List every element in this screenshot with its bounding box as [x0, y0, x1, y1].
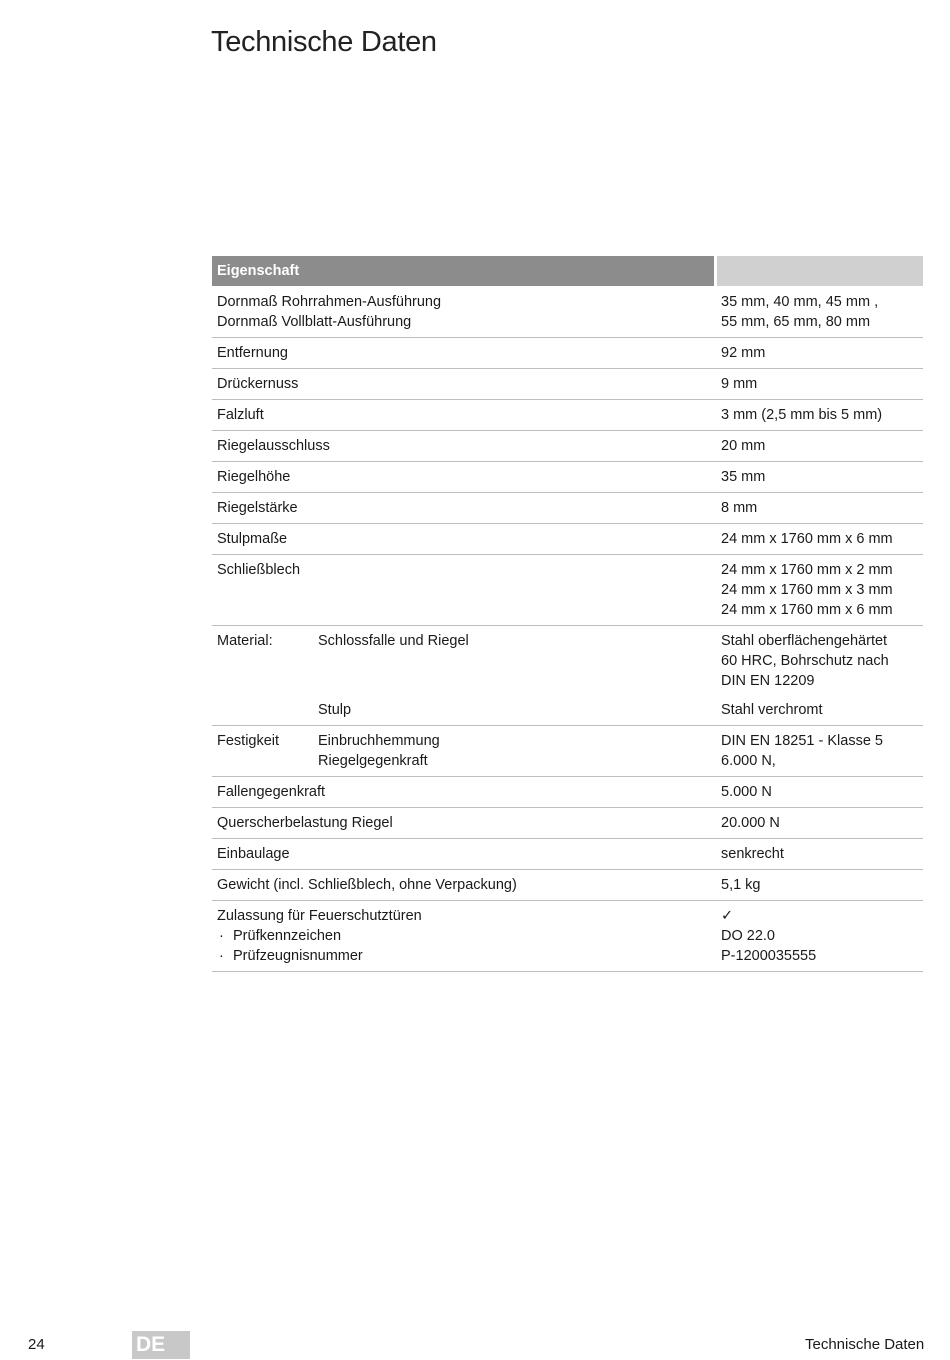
row-value: 24 mm x 1760 mm x 2 mm [721, 562, 893, 578]
checkmark-icon: ✓ [721, 908, 734, 924]
table-row [212, 374, 923, 400]
row-value: DO 22.0 [721, 928, 775, 944]
row-label: Dornmaß Vollblatt-Ausführung [217, 314, 412, 330]
table-row-strength [212, 731, 923, 777]
row-sublabel: Einbruchhemmung [318, 733, 440, 749]
row-label: Fallengegenkraft [217, 784, 326, 800]
spec-table [212, 256, 923, 972]
header-value [717, 256, 923, 286]
table-row [212, 529, 923, 555]
row-label: Riegelhöhe [217, 469, 291, 485]
row-sublabel: Riegelgegenkraft [318, 753, 428, 769]
row-label: Einbaulage [217, 846, 290, 862]
row-value: DIN EN 18251 - Klasse 5 [721, 733, 883, 749]
table-row [212, 292, 923, 338]
table-header [212, 256, 923, 286]
table-row [212, 405, 923, 431]
row-sublabel: Schlossfalle und Riegel [318, 633, 469, 649]
row-label: Dornmaß Rohrrahmen-Ausführung [217, 294, 442, 310]
row-label: Falzluft [217, 407, 264, 423]
table-row [212, 813, 923, 839]
row-value: 5,1 kg [721, 877, 761, 893]
row-label: Gewicht (incl. Schließblech, ohne Verpackung) [217, 877, 517, 893]
page-title: Technische Daten [211, 26, 437, 58]
table-row [212, 467, 923, 493]
table-row [212, 560, 923, 626]
language-badge: DE [132, 1331, 190, 1359]
table-row [212, 498, 923, 524]
table-row [212, 875, 923, 901]
row-value: 3 mm (2,5 mm bis 5 mm) [721, 407, 883, 423]
footer-section-title: Technische Daten [805, 1336, 925, 1353]
row-value: P-1200035555 [721, 948, 817, 964]
table-row-material [212, 631, 923, 726]
row-value: 8 mm [721, 500, 758, 516]
row-value: 60 HRC, Bohrschutz nach [721, 653, 889, 669]
row-label: Riegelstärke [217, 500, 298, 516]
row-value: Stahl verchromt [721, 702, 823, 718]
row-value: 35 mm [721, 469, 766, 485]
row-sublabel: Stulp [318, 702, 352, 718]
row-value: 20.000 N [721, 815, 780, 831]
row-value: 5.000 N [721, 784, 772, 800]
row-label: Entfernung [217, 345, 288, 361]
row-bullet-item: · Prüfkennzeichen [217, 926, 716, 946]
row-label: Zulassung für Feuerschutztüren [217, 908, 422, 924]
row-label: Schließblech [217, 562, 301, 578]
row-label: Festigkeit [217, 733, 280, 749]
row-value: 24 mm x 1760 mm x 6 mm [721, 531, 893, 547]
row-value: 35 mm, 40 mm, 45 mm , [721, 294, 879, 310]
row-label: Riegelausschluss [217, 438, 330, 454]
table-row [212, 844, 923, 870]
row-label: Drückernuss [217, 376, 299, 392]
row-value: Stahl oberflächengehärtet [721, 633, 888, 649]
row-label: Material: [217, 633, 273, 649]
row-label: Stulpmaße [217, 531, 288, 547]
table-row [212, 782, 923, 808]
page-number: 24 [28, 1336, 45, 1353]
row-value: 55 mm, 65 mm, 80 mm [721, 314, 871, 330]
row-value: senkrecht [721, 846, 784, 862]
table-row [212, 436, 923, 462]
row-value: 24 mm x 1760 mm x 3 mm [721, 582, 893, 598]
row-label: Querscherbelastung Riegel [217, 815, 393, 831]
row-value: 6.000 N, [721, 753, 776, 769]
row-value: 92 mm [721, 345, 766, 361]
header-property: Eigenschaft [212, 256, 714, 286]
table-row-approval [212, 906, 923, 972]
row-bullet-item: · Prüfzeugnisnummer [217, 946, 716, 966]
row-value: 9 mm [721, 376, 758, 392]
row-value: DIN EN 12209 [721, 673, 815, 689]
row-value: 20 mm [721, 438, 766, 454]
row-value: 24 mm x 1760 mm x 6 mm [721, 602, 893, 618]
table-row [212, 343, 923, 369]
